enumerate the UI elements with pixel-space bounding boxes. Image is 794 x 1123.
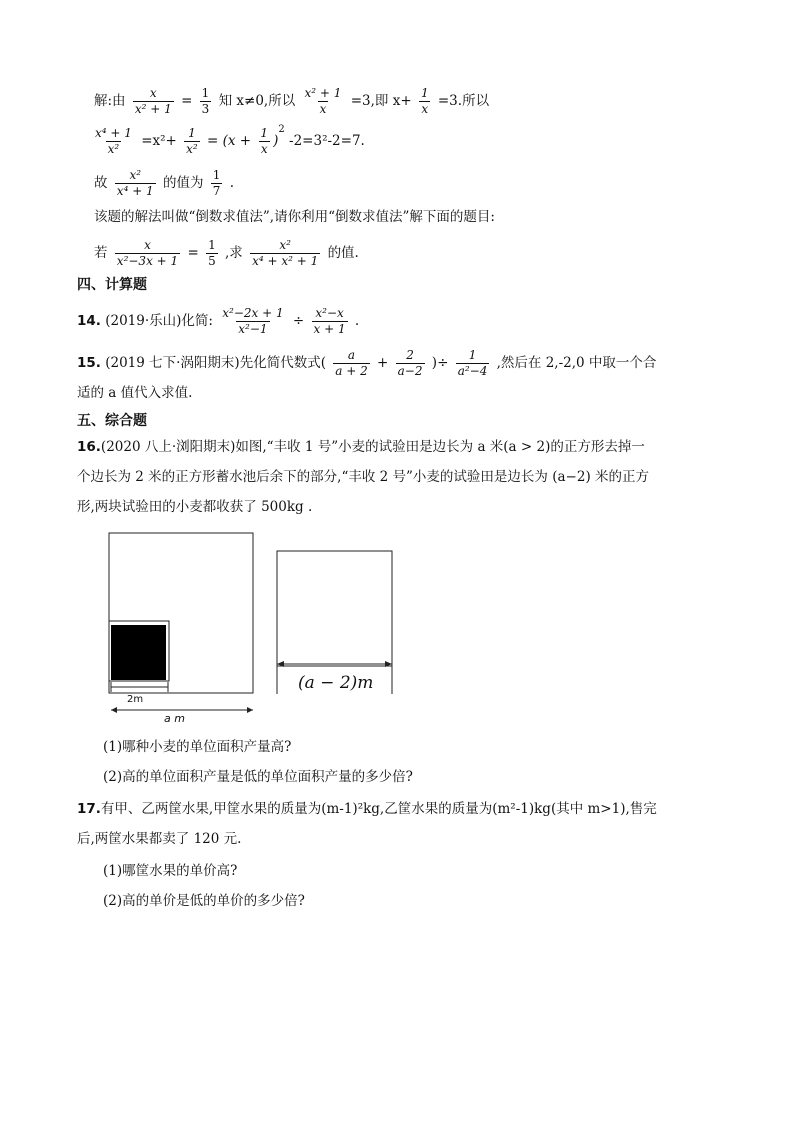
fraction — [115, 168, 156, 199]
denominator: 3 — [201, 102, 210, 116]
numerator: 1 — [420, 86, 429, 100]
fraction — [396, 348, 425, 379]
text: ,然后在 2,-2,0 中取一个合 — [496, 355, 657, 371]
denominator: x² — [186, 142, 198, 156]
question-text: (2019·乐山)化简: — [105, 313, 213, 329]
intro-line-5 — [94, 238, 359, 269]
denominator: x — [421, 102, 429, 116]
numerator: a — [347, 348, 356, 362]
numerator: 2 — [406, 348, 414, 362]
numerator: x² — [129, 168, 142, 182]
numerator: x⁴ + 1 — [95, 126, 132, 140]
label-am: a m — [164, 712, 185, 725]
text: 该题的解法叫做“倒数求值法”,请你利用“倒数求值法”解下面的题目: — [94, 209, 495, 225]
numerator: 1 — [208, 238, 216, 252]
intro-line-2 — [90, 123, 365, 157]
fraction — [250, 238, 320, 269]
numerator: 1 — [201, 86, 210, 100]
text: )÷ — [431, 355, 449, 371]
text: = — [187, 245, 199, 261]
text: = — [181, 93, 193, 109]
numerator: x²−2x + 1 — [222, 306, 284, 320]
question-14 — [77, 306, 359, 337]
denominator: x² + 1 — [134, 102, 172, 116]
text: -2=3²-2=7. — [289, 133, 365, 149]
numerator: x² — [279, 238, 291, 252]
label-a-minus-2: (a − 2)m — [298, 673, 374, 693]
text: 解:由 — [94, 93, 126, 109]
numerator: x — [144, 238, 151, 252]
numerator: 1 — [212, 168, 221, 182]
text: =3.所以 — [437, 93, 490, 109]
fraction — [93, 126, 134, 157]
denominator: x⁴ + 1 — [116, 184, 154, 198]
text: 知 x≠0,所以 — [218, 93, 296, 109]
fraction — [133, 86, 174, 117]
question-number: 15. — [77, 355, 101, 371]
operator: + — [377, 355, 389, 371]
fraction — [258, 126, 270, 157]
question-number: 17. — [77, 801, 101, 817]
text: (x + — [222, 133, 256, 149]
section-title-5: 五、综合题 — [77, 413, 147, 429]
intro-line-3 — [94, 168, 234, 199]
text: =x²+ — [141, 133, 177, 149]
fraction — [312, 306, 348, 337]
text: 故 — [94, 175, 108, 191]
denominator: 5 — [208, 254, 216, 268]
denominator: x + 1 — [313, 322, 346, 336]
denominator: a−2 — [397, 364, 423, 378]
question-16-line-3: 形,两块试验田的小麦都收获了 500kg . — [77, 499, 313, 515]
question-16-line-2: 个边长为 2 米的正方形蓄水池后余下的部分,“丰收 2 号”小麦的试验田是边长为 (a−2) 米的正方 — [77, 469, 650, 485]
numerator: x²−x — [315, 306, 344, 320]
arrow-right — [247, 707, 253, 713]
question-16-line-1 — [77, 438, 645, 456]
intro-line-1 — [94, 86, 489, 117]
fraction — [456, 348, 490, 379]
numerator: x² + 1 — [304, 86, 342, 100]
exponent: 2 — [278, 123, 285, 135]
text: = — [207, 133, 219, 149]
question-number: 14. — [77, 313, 101, 329]
pool-square — [111, 625, 166, 680]
denominator: x — [319, 102, 327, 116]
label-2m: 2m — [127, 694, 144, 705]
question-number: 16. — [77, 439, 101, 455]
question-17-part-2: (2)高的单价是低的单价的多少倍? — [103, 893, 305, 909]
fraction — [115, 238, 180, 269]
numerator: x — [149, 86, 157, 100]
question-text: 有甲、乙两筐水果,甲筐水果的质量为(m-1)²kg,乙筐水果的质量为(m²-1)kg(其中 m>1),售完 — [100, 801, 657, 817]
intro-line-4 — [94, 208, 495, 226]
text: 的值为 — [163, 175, 204, 191]
question-text: (2019 七下·涡阳期末)先化简代数式( — [105, 355, 326, 371]
question-text: (2020 八上·浏阳期末)如图,“丰收 1 号”小麦的试验田是边长为 a 米(a > 2)的正方形去掉一 — [100, 439, 645, 455]
fraction — [303, 86, 344, 117]
arrow-left — [111, 707, 117, 713]
numerator: 1 — [260, 126, 269, 140]
question-17-line-1 — [77, 800, 657, 818]
question-17-line-2: 后,两筐水果都卖了 120 元. — [77, 831, 242, 847]
denominator: 7 — [212, 184, 221, 198]
question-15 — [77, 348, 656, 379]
fraction — [184, 126, 200, 157]
field-diagram — [100, 526, 400, 726]
section-title-4: 四、计算题 — [77, 277, 147, 293]
operator: ÷ — [292, 313, 305, 329]
denominator: x — [260, 142, 268, 156]
text: ) — [273, 133, 279, 149]
fraction — [419, 86, 431, 117]
fraction — [220, 306, 285, 337]
fraction — [200, 86, 212, 117]
fraction — [333, 348, 369, 379]
denominator: a²−4 — [457, 364, 488, 378]
text: 的值. — [327, 245, 359, 261]
question-16-part-2: (2)高的单位面积产量是低的单位面积产量的多少倍? — [103, 769, 413, 785]
small-square-field — [277, 551, 392, 666]
question-16-part-1: (1)哪种小麦的单位面积产量高? — [103, 739, 292, 755]
denominator: x²−3x + 1 — [116, 254, 179, 268]
fraction — [211, 168, 223, 199]
fraction — [206, 238, 218, 269]
denominator: x⁴ + x² + 1 — [252, 254, 319, 268]
denominator: a + 2 — [335, 364, 368, 378]
text: ,求 — [225, 245, 243, 261]
text: . — [354, 313, 360, 329]
denominator: x² — [107, 142, 120, 156]
question-17-part-1: (1)哪筐水果的单价高? — [103, 863, 238, 879]
numerator: 1 — [468, 348, 477, 362]
text: =3,即 x+ — [350, 93, 412, 109]
text: 若 — [94, 245, 108, 261]
numerator: 1 — [188, 126, 196, 140]
denominator: x²−1 — [238, 322, 268, 336]
text: . — [229, 175, 235, 191]
question-15-line-2: 适的 a 值代入求值. — [77, 385, 193, 401]
